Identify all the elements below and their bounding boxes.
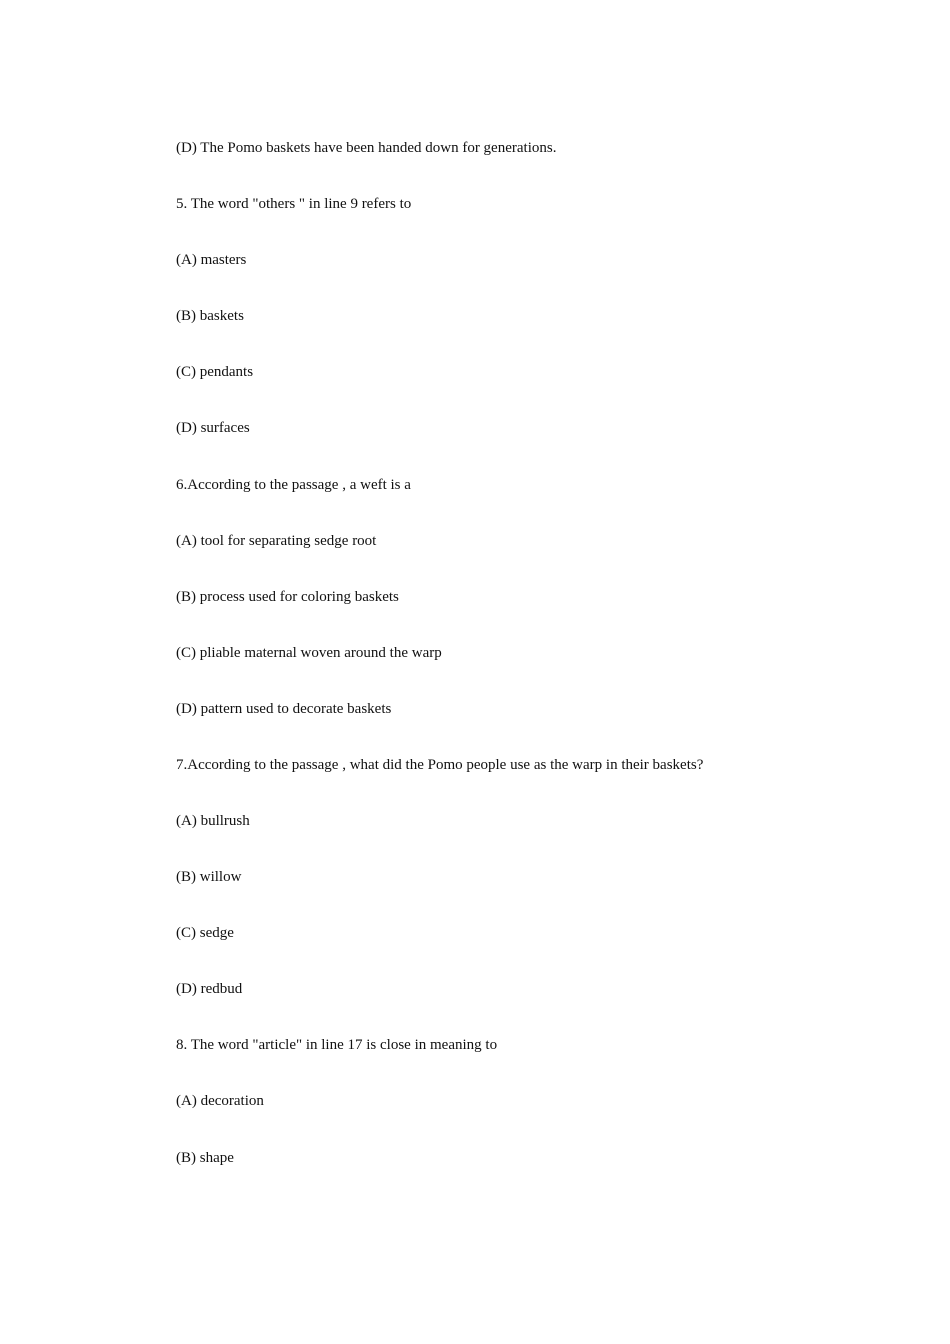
- answer-option: (D) pattern used to decorate baskets: [176, 701, 392, 717]
- answer-option: (C) pliable maternal woven around the warp: [176, 645, 442, 661]
- question-7: 7.According to the passage , what did the Pomo people use as the warp in their baskets?: [176, 757, 704, 773]
- answer-option: (B) process used for coloring baskets: [176, 589, 399, 605]
- answer-option: (A) masters: [176, 252, 247, 268]
- answer-option: (D) redbud: [176, 981, 243, 997]
- answer-option: (B) shape: [176, 1150, 234, 1166]
- answer-option: (D) surfaces: [176, 420, 250, 436]
- question-5: 5. The word "others " in line 9 refers to: [176, 196, 412, 212]
- answer-option: (D) The Pomo baskets have been handed down for generations.: [176, 140, 557, 156]
- answer-option: (A) tool for separating sedge root: [176, 533, 377, 549]
- answer-option: (B) willow: [176, 869, 242, 885]
- question-8: 8. The word "article" in line 17 is close in meaning to: [176, 1037, 498, 1053]
- answer-option: (C) pendants: [176, 364, 254, 380]
- answer-option: (A) bullrush: [176, 813, 250, 829]
- question-6: 6.According to the passage , a weft is a: [176, 477, 411, 493]
- answer-option: (C) sedge: [176, 925, 234, 941]
- answer-option: (A) decoration: [176, 1093, 264, 1109]
- answer-option: (B) baskets: [176, 308, 244, 324]
